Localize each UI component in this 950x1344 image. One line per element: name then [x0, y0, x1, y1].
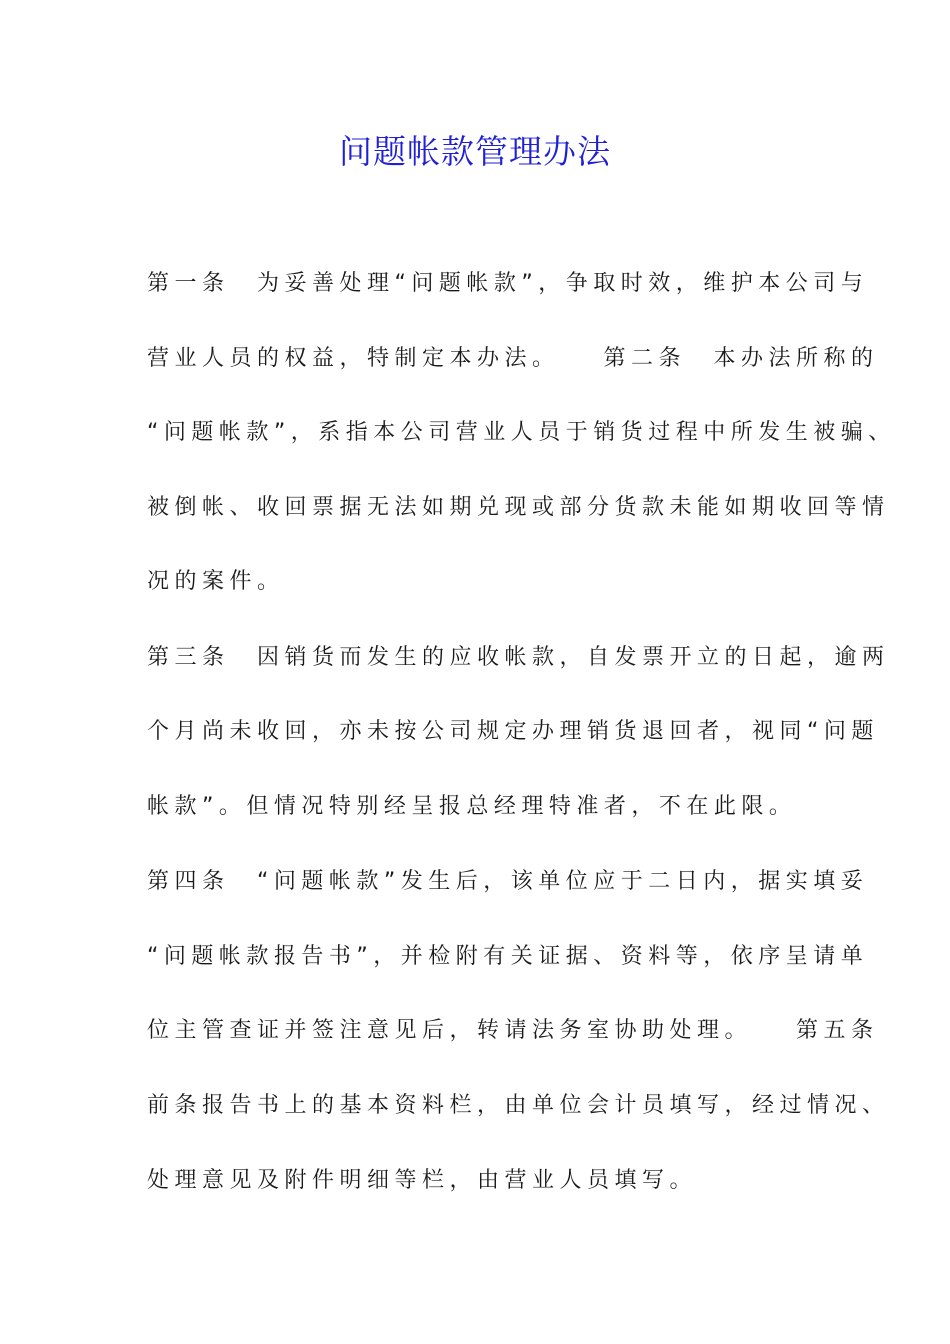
- body-line: 帐款”。但情况特别经呈报总经理特准者，不在此限。: [147, 794, 797, 819]
- body-line: 被倒帐、收回票据无法如期兑现或部分货款未能如期收回等情: [147, 495, 890, 520]
- body-line: 第四条 “问题帐款”发生后，该单位应于二日内，据实填妥: [147, 869, 869, 894]
- body-line: 况的案件。: [147, 569, 285, 594]
- body-line: “问题帐款”，系指本公司营业人员于销货过程中所发生被骗、: [147, 420, 896, 445]
- body-line: 处理意见及附件明细等栏，由营业人员填写。: [147, 1168, 698, 1193]
- body-line: 个月尚未收回，亦未按公司规定办理销货退回者，视同“问题: [147, 719, 879, 744]
- body-line: “问题帐款报告书”，并检附有关证据、资料等，依序呈请单: [147, 944, 869, 969]
- document-title: 问题帐款管理办法: [339, 132, 611, 171]
- body-line: 前条报告书上的基本资料栏，由单位会计员填写，经过情况、: [147, 1093, 890, 1118]
- body-line: 位主管查证并签注意见后，转请法务室协助处理。 第五条: [147, 1018, 879, 1043]
- body-line: 第一条 为妥善处理“问题帐款”，争取时效，维护本公司与: [147, 271, 869, 296]
- body-line: 第三条 因销货而发生的应收帐款，自发票开立的日起，逾两: [147, 645, 890, 670]
- body-line: 营业人员的权益，特制定本办法。 第二条 本办法所称的: [147, 346, 879, 371]
